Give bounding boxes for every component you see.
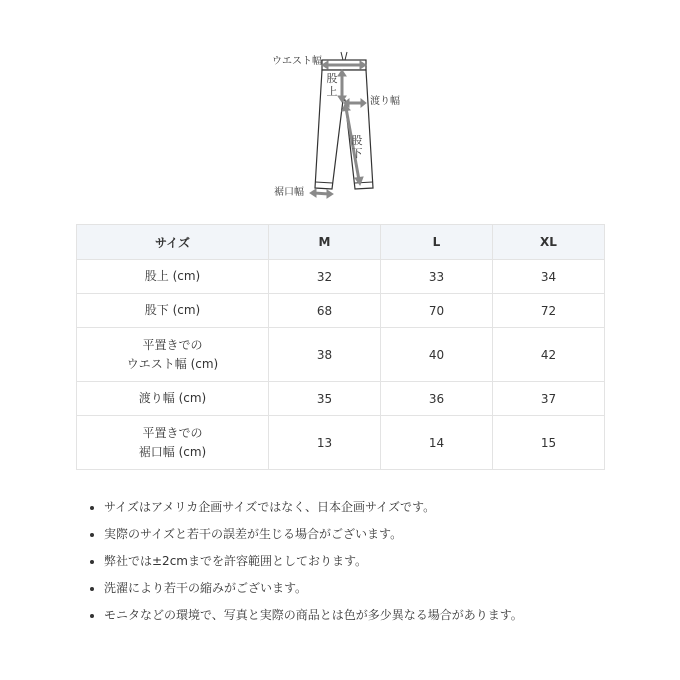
table-cell: 36 <box>381 382 493 416</box>
note-item: • サイズはアメリカ企画サイズではなく、日本企画サイズです。 <box>104 494 523 521</box>
row-label-line: 渡り幅 (cm) <box>138 391 207 405</box>
note-item: • 実際のサイズと若干の誤差が生じる場合がございます。 <box>104 521 523 548</box>
note-item: • モニタなどの環境で、写真と実際の商品とは色が多少異なる場合があります。 <box>104 602 523 629</box>
table-cell: 33 <box>381 260 493 294</box>
row-label-line: 股上 (cm) <box>144 269 201 283</box>
inseam-label: 股下 <box>351 134 363 160</box>
note-item: • 弊社では±2cmまでを許容範囲としております。 <box>104 548 523 575</box>
cuff-lines-shape <box>315 182 372 183</box>
row-label <box>77 382 269 416</box>
table-row <box>77 260 605 294</box>
table-row <box>77 382 605 416</box>
header-size-xl: XL <box>493 225 605 260</box>
drawstring-shape <box>341 52 347 60</box>
table-cell: 70 <box>381 294 493 328</box>
table-cell: 32 <box>269 260 381 294</box>
header-size-m: M <box>269 225 381 260</box>
pants-measurement-diagram <box>270 48 410 208</box>
hem-arrow <box>310 189 333 198</box>
table-cell: 68 <box>269 294 381 328</box>
row-label <box>77 260 269 294</box>
notes-list <box>74 494 523 629</box>
table-cell: 35 <box>269 382 381 416</box>
waist-label: ウエスト幅 <box>272 56 322 67</box>
note-item: • 洗濯により若干の縮みがございます。 <box>104 575 523 602</box>
row-label <box>77 416 269 470</box>
table-cell: 42 <box>493 328 605 382</box>
pants-illustration <box>270 48 410 208</box>
table-cell: 15 <box>493 416 605 470</box>
table-cell: 37 <box>493 382 605 416</box>
table-cell: 40 <box>381 328 493 382</box>
table-cell: 38 <box>269 328 381 382</box>
row-label-line: 裾口幅 (cm) <box>138 444 207 459</box>
pants-outline-shape <box>315 70 373 189</box>
rise-label: 股上 <box>326 72 338 98</box>
thigh-label: 渡り幅 <box>370 96 400 107</box>
table-cell: 14 <box>381 416 493 470</box>
table-row <box>77 294 605 328</box>
row-label <box>77 294 269 328</box>
table-row <box>77 328 605 382</box>
size-table <box>76 224 605 470</box>
hem-label: 裾口幅 <box>274 187 304 198</box>
table-row <box>77 416 605 470</box>
row-label-line: 平置きでの <box>142 425 203 440</box>
table-cell: 34 <box>493 260 605 294</box>
row-label-line: 平置きでの <box>142 337 203 352</box>
row-label-line: ウエスト幅 (cm) <box>126 356 219 371</box>
table-header-row <box>77 225 605 260</box>
header-size-label: サイズ <box>77 225 269 260</box>
row-label <box>77 328 269 382</box>
row-label-line: 股下 (cm) <box>144 303 201 317</box>
header-size-l: L <box>381 225 493 260</box>
table-cell: 13 <box>269 416 381 470</box>
table-cell: 72 <box>493 294 605 328</box>
